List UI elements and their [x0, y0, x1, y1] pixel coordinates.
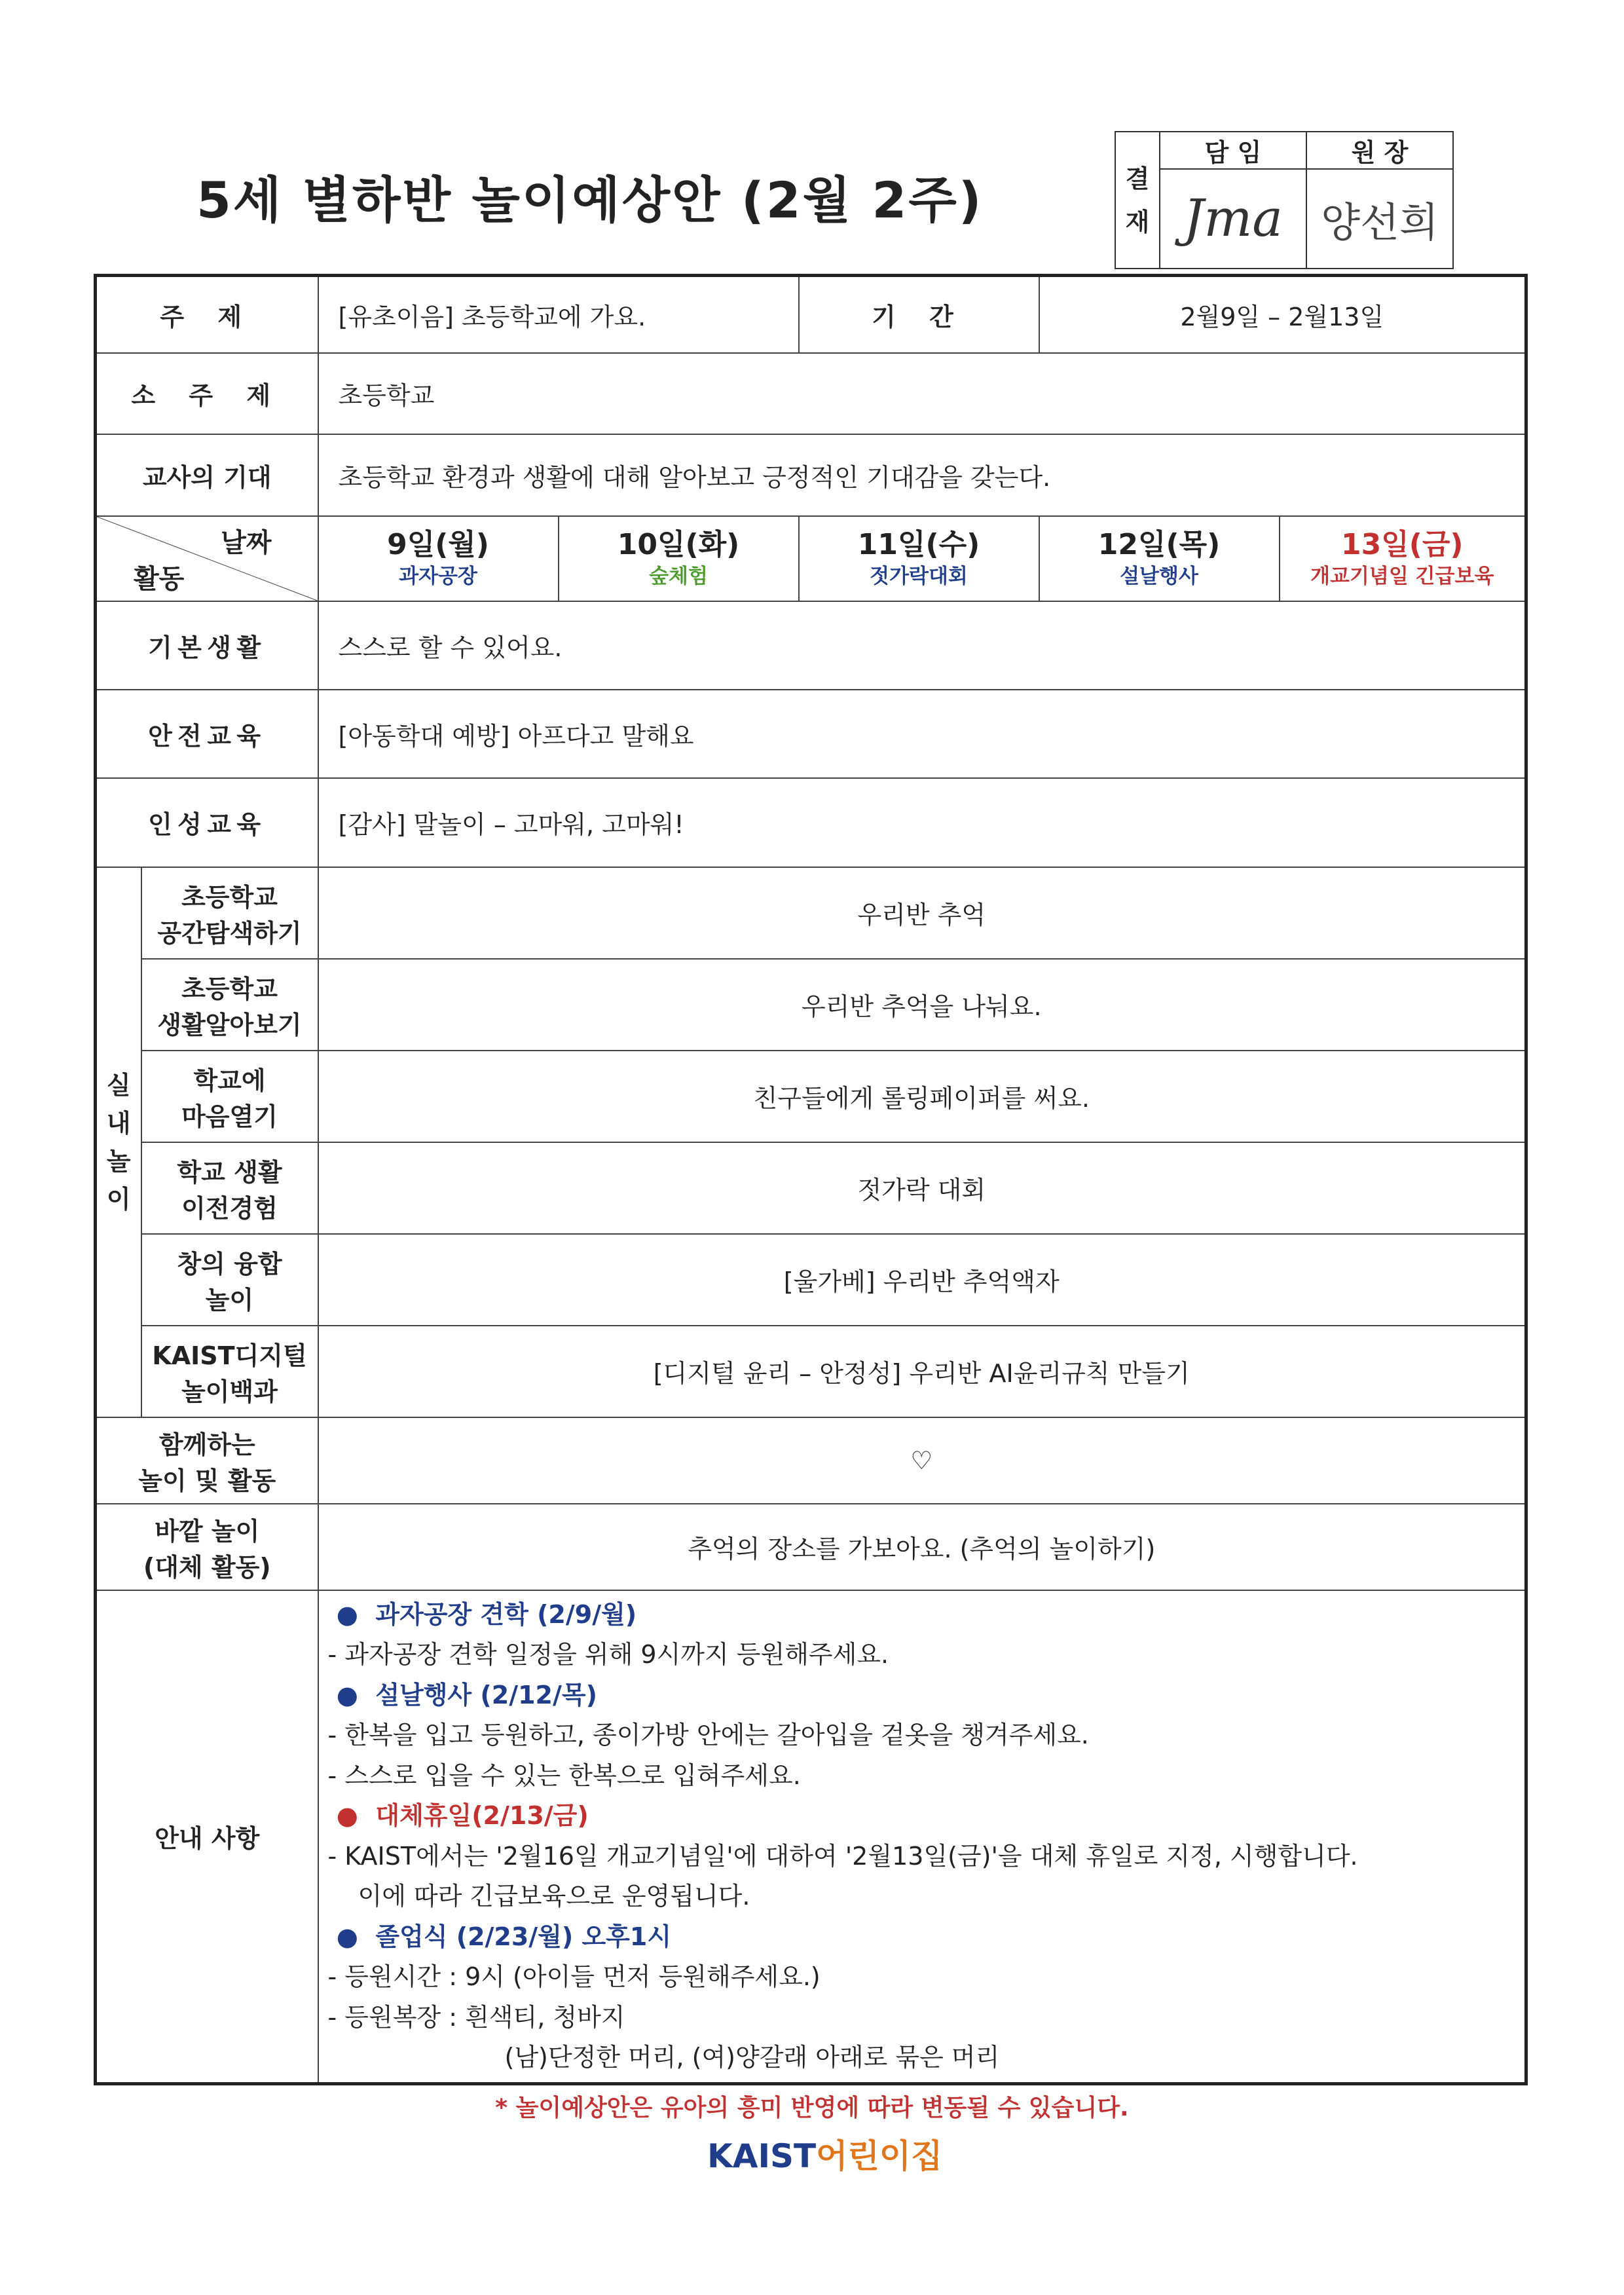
period-value: 2월9일 – 2월13일 [1039, 276, 1526, 353]
indoor-value: 우리반 추억 [318, 867, 1526, 959]
theme-row [96, 276, 1526, 353]
theme-value: [유초이음] 초등학교에 가요. [318, 276, 799, 353]
character-value: [감사] 말놀이 – 고마워, 고마워! [318, 778, 1526, 867]
outdoor-value: 추억의 장소를 가보아요. (추억의 놀이하기) [318, 1504, 1526, 1590]
basic-life-label: 기본생활 [96, 601, 318, 690]
notice-line: - 한복을 입고 등원하고, 종이가방 안에는 갈아입을 겉옷을 챙겨주세요. [327, 1721, 1089, 1749]
character-row [96, 778, 1526, 867]
basic-life-row [96, 601, 1526, 690]
footnote: * 놀이예상안은 유아의 흥미 반영에 따라 변동될 수 있습니다. [495, 2095, 1129, 2121]
indoor-row [96, 1234, 1526, 1326]
expectation-row [96, 434, 1526, 516]
theme-label: 주 제 [96, 276, 318, 353]
indoor-row [96, 867, 1526, 959]
indoor-value: [디지털 윤리 – 안정성] 우리반 AI윤리규칙 만들기 [318, 1326, 1526, 1417]
approval-head-teacher: 담 임 [1160, 132, 1306, 169]
outdoor-row [96, 1504, 1526, 1590]
teacher-signature: Jma [1160, 169, 1306, 269]
subtheme-value: 초등학교 [318, 353, 1526, 434]
indoor-value: [울가베] 우리반 추억액자 [318, 1234, 1526, 1326]
day-event: 숲체험 [649, 564, 708, 588]
day-date: 13일(금) [1341, 527, 1464, 561]
outdoor-label: 바깥 놀이 (대체 활동) [96, 1504, 318, 1590]
schedule-corner: 날짜 활동 [96, 516, 318, 601]
indoor-sub-label: 창의 융합 놀이 [141, 1234, 318, 1326]
notice-line: - 과자공장 견학 일정을 위해 9시까지 등원해주세요. [327, 1640, 889, 1669]
together-label: 함께하는 놀이 및 활동 [96, 1417, 318, 1504]
notice-line: - KAIST에서는 '2월16일 개교기념일'에 대하여 '2월13일(금)'을 대체 휴일로 지정, 시행합니다. [327, 1841, 1358, 1871]
notice-label: 안내 사항 [96, 1590, 318, 2084]
day-event: 젓가락대회 [870, 564, 968, 588]
period-label: 기 간 [799, 276, 1039, 353]
day-cell [799, 516, 1039, 601]
indoor-sub-label: 초등학교 공간탐색하기 [141, 867, 318, 959]
indoor-row [96, 959, 1526, 1051]
indoor-value: 친구들에게 롤링페이퍼를 써요. [318, 1051, 1526, 1142]
notice-content [318, 1590, 1526, 2084]
character-label: 인성교육 [96, 778, 318, 867]
indoor-row [96, 1326, 1526, 1417]
schedule-row [96, 516, 1526, 601]
indoor-value: 젓가락 대회 [318, 1142, 1526, 1234]
day-event: 개교기념일 긴급보육 [1310, 564, 1494, 588]
approval-head-director: 원 장 [1306, 132, 1453, 169]
notice-line: - 등원시간 : 9시 (아이들 먼저 등원해주세요.) [327, 1962, 821, 1991]
expectation-label: 교사의 기대 [96, 434, 318, 516]
indoor-sub-label: 초등학교 생활알아보기 [141, 959, 318, 1051]
indoor-row [96, 1142, 1526, 1234]
day-event: 과자공장 [399, 564, 477, 588]
notice-heading: ● 졸업식 (2/23/월) 오후1시 [327, 1922, 672, 1951]
day-cell [1039, 516, 1280, 601]
director-signature: 양선희 [1306, 169, 1453, 269]
indoor-row [96, 1051, 1526, 1142]
notice-line: - 스스로 입을 수 있는 한복으로 입혀주세요. [327, 1761, 801, 1790]
together-row [96, 1417, 1526, 1504]
plan-table [94, 274, 1528, 2085]
day-cell [318, 516, 559, 601]
heart-icon: ♡ [318, 1417, 1526, 1504]
expectation-value: 초등학교 환경과 생활에 대해 알아보고 긍정적인 기대감을 갖는다. [318, 434, 1526, 516]
day-event: 설날행사 [1120, 564, 1198, 588]
approval-box [1115, 131, 1454, 269]
approval-label: 결 재 [1115, 132, 1160, 269]
day-date: 11일(수) [857, 527, 980, 561]
indoor-sub-label: KAIST디지털 놀이백과 [141, 1326, 318, 1417]
indoor-label: 실 내 놀 이 [96, 867, 141, 1417]
notice-heading: ● 대체휴일(2/13/금) [327, 1801, 589, 1830]
notice-row [96, 1590, 1526, 2084]
day-cell [559, 516, 799, 601]
day-date: 9일(월) [387, 527, 489, 561]
kaist-daycare-logo: KAIST어린이집 [707, 2137, 943, 2175]
safety-value: [아동학대 예방] 아프다고 말해요 [318, 690, 1526, 778]
day-cell [1280, 516, 1526, 601]
indoor-sub-label: 학교에 마음열기 [141, 1051, 318, 1142]
basic-life-value: 스스로 할 수 있어요. [318, 601, 1526, 690]
safety-row [96, 690, 1526, 778]
indoor-sub-label: 학교 생활 이전경험 [141, 1142, 318, 1234]
safety-label: 안전교육 [96, 690, 318, 778]
notice-heading: ● 과자공장 견학 (2/9/월) [327, 1599, 637, 1629]
indoor-value: 우리반 추억을 나눠요. [318, 959, 1526, 1051]
subtheme-label: 소 주 제 [96, 353, 318, 434]
day-date: 10일(화) [617, 527, 740, 561]
page-title: 5세 별하반 놀이예상안 (2월 2주) [196, 171, 984, 229]
notice-line: 이에 따라 긴급보육으로 운영됩니다. [358, 1882, 750, 1911]
day-date: 12일(목) [1098, 527, 1221, 561]
subtheme-row [96, 353, 1526, 434]
notice-heading: ● 설날행사 (2/12/목) [327, 1680, 597, 1709]
notice-line: (남)단정한 머리, (여)양갈래 아래로 묶은 머리 [504, 2043, 1000, 2072]
notice-line: - 등원복장 : 흰색티, 청바지 [327, 2002, 625, 2032]
